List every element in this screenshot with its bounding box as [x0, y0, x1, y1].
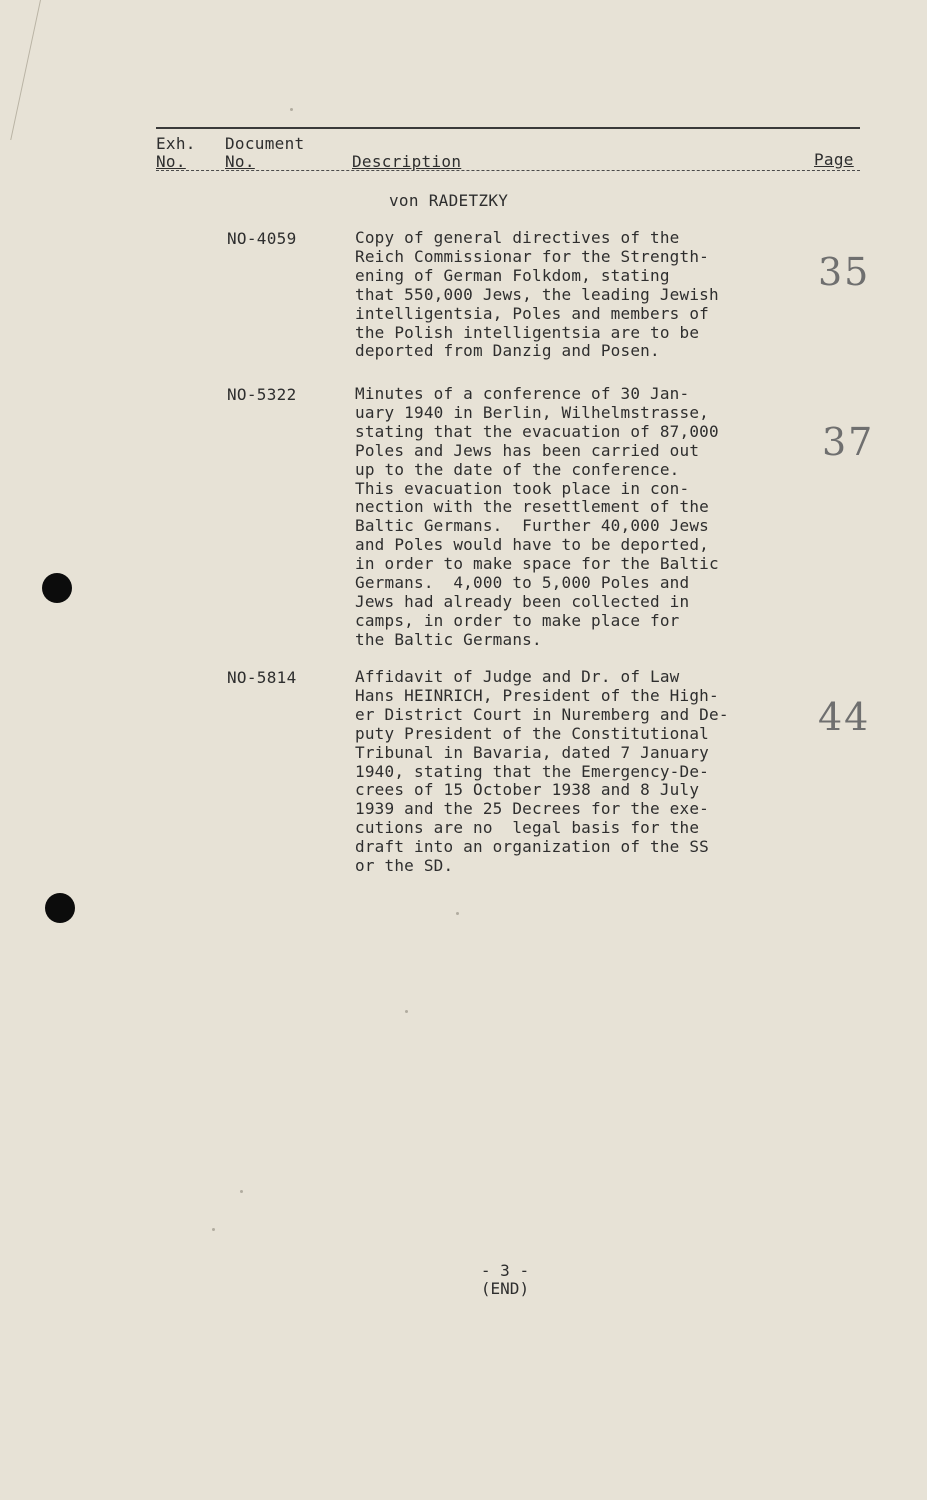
entry-page-handwritten: 37 — [822, 420, 875, 464]
paper-speck — [405, 1010, 408, 1013]
page-corner-edge — [0, 0, 41, 140]
entry-description: Minutes of a conference of 30 Jan- uary 1940 in Berlin, Wilhelmstrasse, stating that the evacuation of 87,000 Poles and Jews has been carried out up to the date of the conference. This evacuation took place in con- nection with the resettlement of the Baltic Germans. Further 40,000 Jews and Poles would have to be deported, in order to make space for the Baltic Germans. 4,000 to 5,000 Poles and Jews had already been collected in camps, in order to make place for the Baltic Germans. — [355, 384, 719, 649]
punch-hole-upper — [42, 573, 72, 603]
entry-doc-no: NO-5814 — [227, 668, 297, 687]
paper-speck — [290, 108, 293, 111]
section-title: von RADETZKY — [389, 191, 509, 210]
header-bottom-rule — [156, 170, 860, 172]
header-description: Description — [352, 152, 462, 171]
header-document-line2: No. — [225, 152, 255, 171]
entry-description: Copy of general directives of the Reich Commissionar for the Strength- ening of German Folkdom, stating that 550,000 Jews, the leading Jewish intelligentsia, Poles and members of the Polish intelligentsia are to be deported from Danzig and Posen. — [355, 228, 719, 361]
header-page: Page — [814, 150, 854, 169]
paper-speck — [212, 1228, 215, 1231]
header-exh-line1: Exh. — [156, 134, 196, 153]
entry-doc-no: NO-5322 — [227, 385, 297, 404]
paper-speck — [456, 912, 459, 915]
footer-page-number: - 3 - — [480, 1261, 530, 1280]
entry-doc-no: NO-4059 — [227, 229, 297, 248]
header-exh-line2: No. — [156, 152, 186, 171]
footer-end-mark: (END) — [480, 1279, 530, 1298]
entry-description: Affidavit of Judge and Dr. of Law Hans HEINRICH, President of the High- er District Court in Nuremberg and De- puty President of the Constitutional Tribunal in Bavaria, dated 7 January 1940, stating that the Emergency-De- crees of 15 October 1938 and 8 July 1939 and the 25 Decrees for the exe- cutions are no legal basis for the draft into an organization of the SS or the SD. — [355, 667, 729, 876]
entry-page-handwritten: 35 — [818, 250, 871, 294]
header-top-rule — [156, 127, 860, 129]
header-document-line1: Document — [225, 134, 305, 153]
paper-speck — [240, 1190, 243, 1193]
entry-page-handwritten: 44 — [818, 695, 871, 739]
punch-hole-lower — [45, 893, 75, 923]
